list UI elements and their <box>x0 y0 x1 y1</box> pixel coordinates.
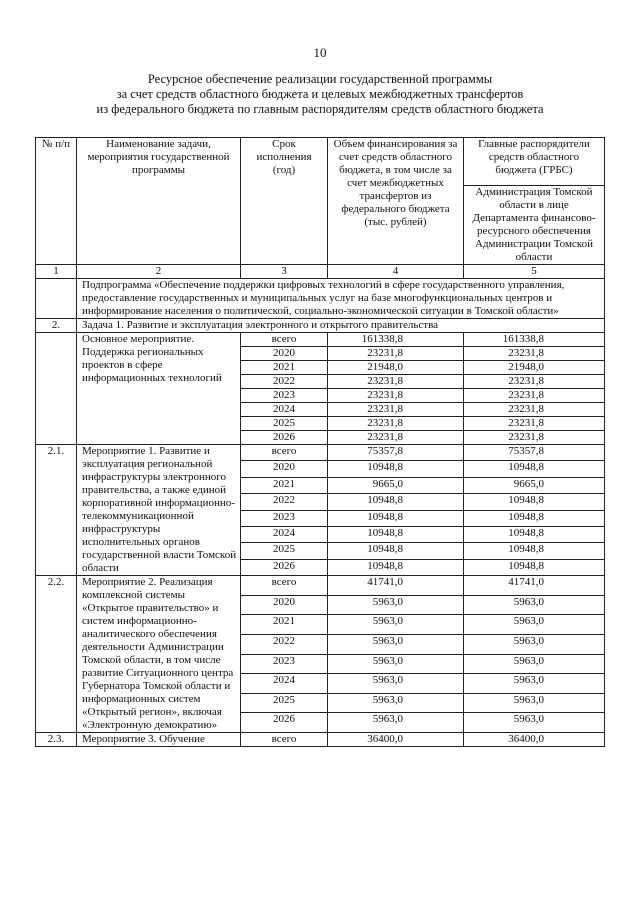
row-grbs: 5963,0 <box>464 654 605 674</box>
row-volume: 10948,8 <box>328 559 464 575</box>
row-year: 2026 <box>241 431 328 445</box>
row-grbs: 23231,8 <box>464 375 605 389</box>
row-volume: 5963,0 <box>328 615 464 635</box>
row-volume: 5963,0 <box>328 634 464 654</box>
row-grbs: 5963,0 <box>464 713 605 733</box>
row-year: 2022 <box>241 634 328 654</box>
row-grbs: 23231,8 <box>464 431 605 445</box>
row-volume: 23231,8 <box>328 347 464 361</box>
row-volume: 23231,8 <box>328 431 464 445</box>
row-name: Мероприятие 1. Развитие и эксплуатация региональной инфраструктуры электронного правительства, а также единой корпоративной информационно-телекоммуникационной инфраструктуры исполнительных органов государственной власти Томской области <box>77 445 241 576</box>
row-grbs: 41741,0 <box>464 576 605 596</box>
row-year: всего <box>241 445 328 461</box>
row-grbs: 9665,0 <box>464 477 605 493</box>
row-year: 2021 <box>241 361 328 375</box>
row-grbs: 10948,8 <box>464 510 605 526</box>
row-volume: 75357,8 <box>328 445 464 461</box>
row-grbs: 10948,8 <box>464 526 605 542</box>
header-num: № п/п <box>36 138 77 265</box>
row-year: 2020 <box>241 347 328 361</box>
title-line: Ресурсное обеспечение реализации государственной программы <box>147 72 493 86</box>
row-volume: 23231,8 <box>328 389 464 403</box>
header-grbs-sub: Администрация Томской области в лице Департамента финансово-ресурсного обеспечения Администрации Томской области <box>464 186 605 265</box>
header-grbs: Главные распорядители средств областного бюджета (ГРБС) <box>464 138 605 186</box>
row-grbs: 23231,8 <box>464 389 605 403</box>
column-number: 2 <box>77 265 241 279</box>
row-year: 2023 <box>241 389 328 403</box>
row-grbs: 5963,0 <box>464 674 605 694</box>
row-grbs: 5963,0 <box>464 693 605 713</box>
task-row <box>36 319 605 333</box>
row-grbs: 75357,8 <box>464 445 605 461</box>
row-volume: 10948,8 <box>328 494 464 510</box>
row-year: 2023 <box>241 510 328 526</box>
row-num: 2.2. <box>36 576 77 733</box>
row-volume: 5963,0 <box>328 654 464 674</box>
row-volume: 5963,0 <box>328 674 464 694</box>
row-year: 2020 <box>241 461 328 477</box>
row-volume: 5963,0 <box>328 693 464 713</box>
row-grbs: 21948,0 <box>464 361 605 375</box>
header-term: Срок исполнения (год) <box>241 138 328 265</box>
row-volume: 5963,0 <box>328 713 464 733</box>
row-name: Основное мероприятие. Поддержка региональных проектов в сфере информационных технологий <box>77 333 241 445</box>
row-year: 2024 <box>241 403 328 417</box>
subprogram-text: Подпрограмма «Обеспечение поддержки цифровых технологий в сфере государственного управления, предоставление государственных и муниципальных услуг на базе многофункциональных центров и информирование населения о политической, социально-экономической ситуации в Томской области» <box>77 279 605 319</box>
row-year: 2022 <box>241 494 328 510</box>
column-numbers-row <box>36 265 605 279</box>
table-row <box>36 576 605 596</box>
row-year: 2026 <box>241 559 328 575</box>
title-line: за счет средств областного бюджета и целевых межбюджетных трансфертов <box>116 87 524 101</box>
row-year: 2025 <box>241 543 328 559</box>
row-volume: 10948,8 <box>328 461 464 477</box>
row-volume: 36400,0 <box>328 733 464 747</box>
resource-table <box>35 137 605 747</box>
row-num: 2.3. <box>36 733 77 747</box>
row-year: 2025 <box>241 693 328 713</box>
column-number: 1 <box>36 265 77 279</box>
row-year: 2023 <box>241 654 328 674</box>
row-volume: 23231,8 <box>328 375 464 389</box>
row-num <box>36 333 77 445</box>
row-year: 2025 <box>241 417 328 431</box>
row-grbs: 23231,8 <box>464 417 605 431</box>
row-volume: 21948,0 <box>328 361 464 375</box>
row-year: 2021 <box>241 615 328 635</box>
row-name: Мероприятие 2. Реализация комплексной системы «Открытое правительство» и систем информационно-аналитического обеспечения деятельности Администрации Томской области, в том числе развитие Ситуационного центра Губернатора Томской области и информационных систем «Открытый регион», включая «Электронную демократию» <box>77 576 241 733</box>
header-volume: Объем финансирования за счет средств областного бюджета, в том числе за счет межбюджетных трансфертов из федерального бюджета (тыс. рублей) <box>328 138 464 265</box>
subprogram-row <box>36 279 605 319</box>
row-year: 2024 <box>241 526 328 542</box>
row-name: Мероприятие 3. Обучение <box>77 733 241 747</box>
row-grbs: 10948,8 <box>464 494 605 510</box>
row-grbs: 10948,8 <box>464 461 605 477</box>
title-line: из федерального бюджета по главным распорядителям средств областного бюджета <box>96 102 544 116</box>
row-year: 2024 <box>241 674 328 694</box>
row-volume: 23231,8 <box>328 417 464 431</box>
row-year: 2021 <box>241 477 328 493</box>
column-number: 5 <box>464 265 605 279</box>
row-year: всего <box>241 733 328 747</box>
row-year: 2020 <box>241 595 328 615</box>
row-volume: 10948,8 <box>328 510 464 526</box>
document-title <box>30 72 610 117</box>
row-grbs: 23231,8 <box>464 403 605 417</box>
task-num: 2. <box>36 319 77 333</box>
row-volume: 23231,8 <box>328 403 464 417</box>
row-grbs: 36400,0 <box>464 733 605 747</box>
table-row <box>36 445 605 461</box>
row-grbs: 5963,0 <box>464 634 605 654</box>
groups-body <box>36 333 605 747</box>
row-grbs: 5963,0 <box>464 595 605 615</box>
row-grbs: 5963,0 <box>464 615 605 635</box>
row-volume: 5963,0 <box>328 595 464 615</box>
row-volume: 10948,8 <box>328 543 464 559</box>
page-number: 10 <box>313 45 327 60</box>
row-year: всего <box>241 333 328 347</box>
row-year: 2026 <box>241 713 328 733</box>
table-row <box>36 733 605 747</box>
task-text: Задача 1. Развитие и эксплуатация электронного и открытого правительства <box>77 319 605 333</box>
row-grbs: 10948,8 <box>464 559 605 575</box>
header-name: Наименование задачи, мероприятия государственной программы <box>77 138 241 265</box>
row-volume: 10948,8 <box>328 526 464 542</box>
row-num: 2.1. <box>36 445 77 576</box>
column-number: 4 <box>328 265 464 279</box>
row-grbs: 23231,8 <box>464 347 605 361</box>
row-volume: 9665,0 <box>328 477 464 493</box>
column-number: 3 <box>241 265 328 279</box>
row-grbs: 10948,8 <box>464 543 605 559</box>
row-year: 2022 <box>241 375 328 389</box>
row-volume: 41741,0 <box>328 576 464 596</box>
table-row <box>36 333 605 347</box>
row-grbs: 161338,8 <box>464 333 605 347</box>
row-volume: 161338,8 <box>328 333 464 347</box>
row-year: всего <box>241 576 328 596</box>
